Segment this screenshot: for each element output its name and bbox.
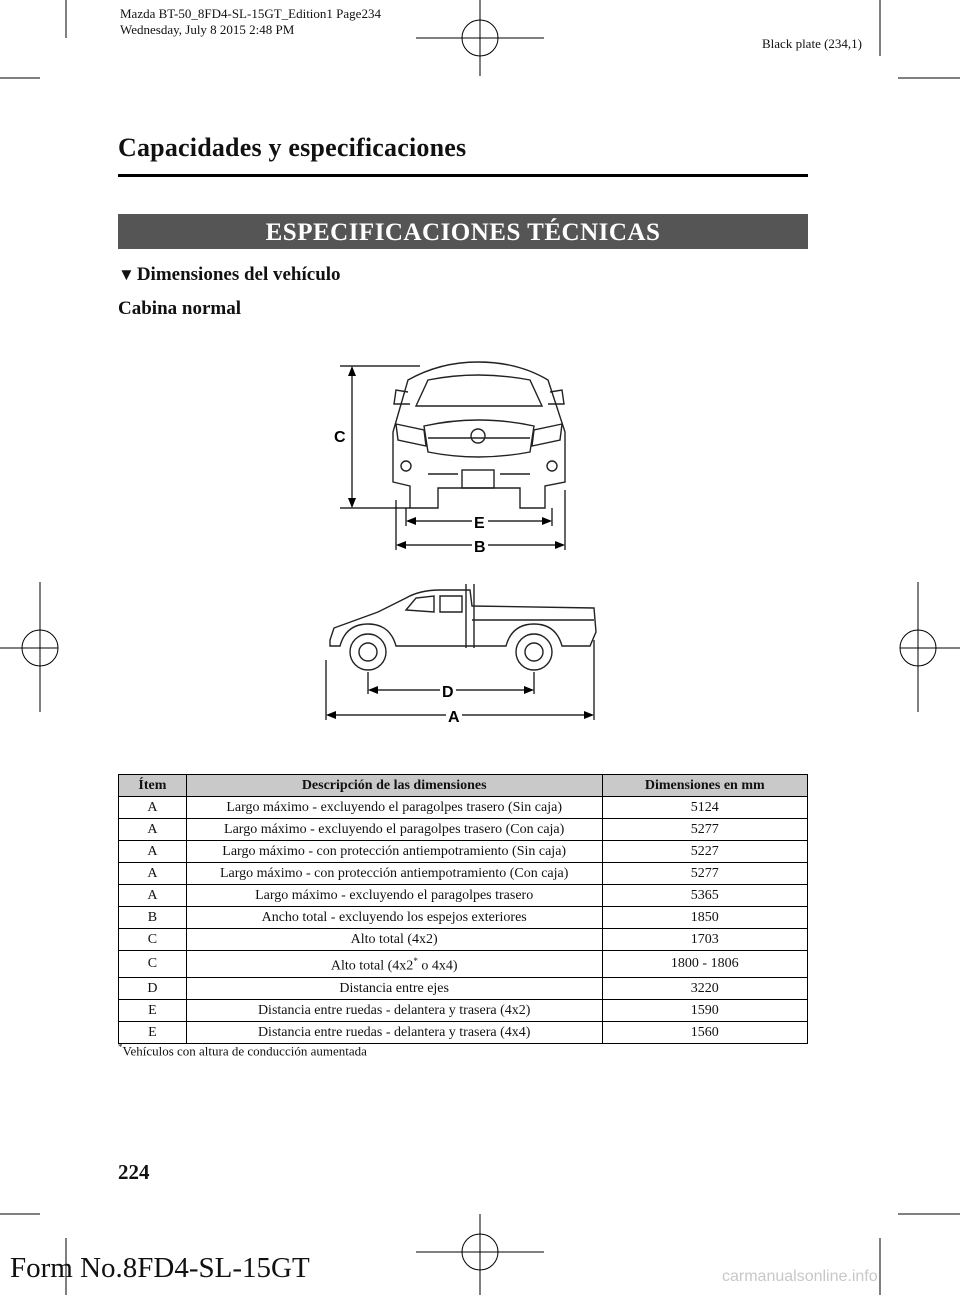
cell-description: Ancho total - excluyendo los espejos exteriores	[186, 907, 602, 929]
cell-value: 5277	[602, 863, 807, 885]
table-row	[119, 1021, 808, 1043]
cell-item: C	[119, 951, 187, 978]
cell-value: 1703	[602, 929, 807, 951]
cell-description: Largo máximo - excluyendo el paragolpes trasero (Sin caja)	[186, 797, 602, 819]
table-row	[119, 929, 808, 951]
cell-item: E	[119, 1021, 187, 1043]
cell-value: 5277	[602, 819, 807, 841]
table-row	[119, 977, 808, 999]
form-number: Form No.8FD4-SL-15GT	[10, 1252, 310, 1284]
cell-value: 1800 - 1806	[602, 951, 807, 978]
table-row	[119, 841, 808, 863]
cell-description	[186, 951, 602, 978]
cell-value: 5227	[602, 841, 807, 863]
cell-description: Alto total (4x2)	[186, 929, 602, 951]
column-header-dimensions: Dimensiones en mm	[602, 775, 807, 797]
cell-value: 5365	[602, 885, 807, 907]
cell-value: 3220	[602, 977, 807, 999]
dimension-label-d: D	[442, 684, 454, 701]
print-header-line2: Wednesday, July 8 2015 2:48 PM	[120, 22, 295, 37]
cell-item: E	[119, 999, 187, 1021]
cell-description: Distancia entre ruedas - delantera y trasera (4x4)	[186, 1021, 602, 1043]
cell-item: A	[119, 863, 187, 885]
dimension-label-a: A	[448, 709, 460, 726]
triangle-down-icon: ▼	[118, 265, 135, 284]
table-row	[119, 951, 808, 978]
cell-item: D	[119, 977, 187, 999]
footnote-marker: *	[413, 956, 418, 966]
cell-description: Largo máximo - con protección antiempotramiento (Sin caja)	[186, 841, 602, 863]
table-footnote	[118, 1042, 367, 1059]
table-row	[119, 907, 808, 929]
plate-label: Black plate (234,1)	[762, 36, 862, 51]
side-view-illustration	[330, 584, 596, 670]
cell-value: 1560	[602, 1021, 807, 1043]
table-row	[119, 885, 808, 907]
cell-description: Largo máximo - excluyendo el paragolpes trasero (Con caja)	[186, 819, 602, 841]
cell-description: Distancia entre ejes	[186, 977, 602, 999]
table-row	[119, 797, 808, 819]
footnote-marker: *	[118, 1042, 123, 1052]
dimensions-table	[118, 774, 808, 1044]
column-header-item: Ítem	[119, 775, 187, 797]
chapter-title: Capacidades y especificaciones	[118, 133, 467, 162]
section-heading-text: Dimensiones del vehículo	[136, 264, 341, 285]
cell-value: 1590	[602, 999, 807, 1021]
watermark: carmanualsonline.info	[722, 1268, 878, 1285]
print-header-line1: Mazda BT-50_8FD4-SL-15GT_Edition1 Page234	[120, 6, 381, 21]
cell-description-text: Alto total (4x2	[330, 958, 414, 974]
cell-description: Distancia entre ruedas - delantera y trasera (4x2)	[186, 999, 602, 1021]
cell-value: 1850	[602, 907, 807, 929]
cell-description: Largo máximo - excluyendo el paragolpes trasero	[186, 885, 602, 907]
cell-description: Largo máximo - con protección antiempotramiento (Con caja)	[186, 863, 602, 885]
front-view-illustration	[393, 362, 565, 508]
subsection-heading: Cabina normal	[118, 298, 241, 319]
cell-item: B	[119, 907, 187, 929]
cell-item: A	[119, 819, 187, 841]
dimension-label-c: C	[334, 429, 346, 446]
cell-description-text: o 4x4)	[417, 958, 458, 974]
cell-item: A	[119, 885, 187, 907]
table-header-row	[119, 775, 808, 797]
cell-value: 5124	[602, 797, 807, 819]
cell-item: C	[119, 929, 187, 951]
page-number: 224	[118, 1160, 150, 1184]
footnote-text: Vehículos con altura de conducción aumentada	[122, 1043, 367, 1059]
dimension-label-e: E	[474, 515, 485, 532]
table-row	[119, 863, 808, 885]
cell-item: A	[119, 797, 187, 819]
cell-item: A	[119, 841, 187, 863]
column-header-description: Descripción de las dimensiones	[186, 775, 602, 797]
table-row	[119, 999, 808, 1021]
dimension-label-b: B	[474, 539, 486, 556]
table-row	[119, 819, 808, 841]
section-banner: ESPECIFICACIONES TÉCNICAS	[118, 214, 808, 249]
